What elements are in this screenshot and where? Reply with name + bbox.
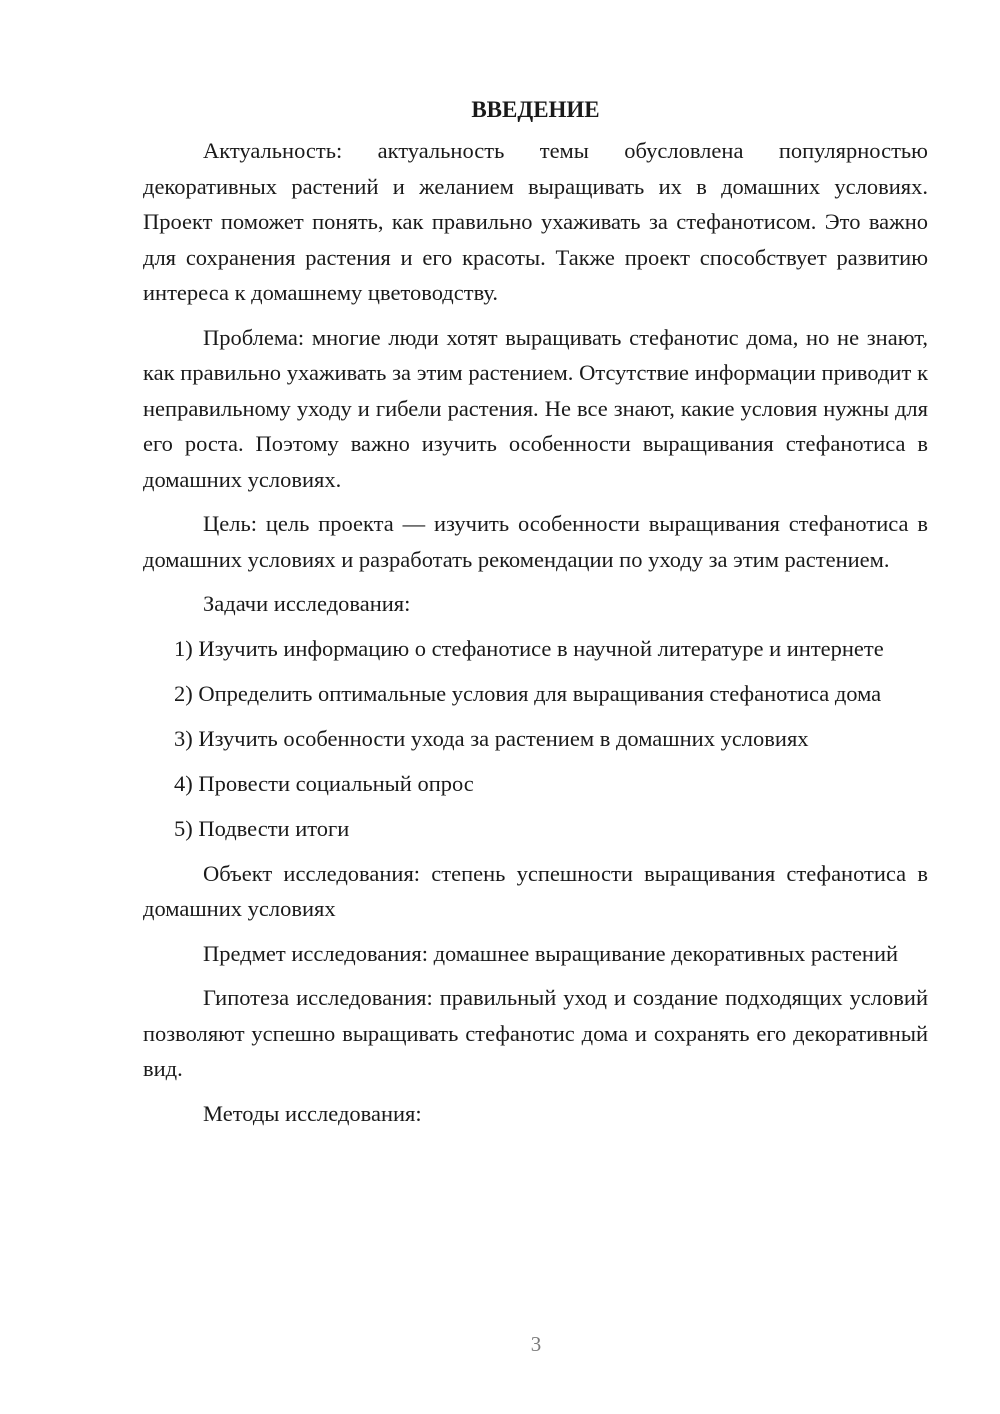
methods-title: Методы исследования: xyxy=(203,1100,422,1126)
paragraph-hypothesis: Гипотеза исследования: правильный уход и создание подходящих условий позволяют успешно выращивать стефанотис дома и сохранять его декоративный вид. xyxy=(143,985,928,1081)
tasks-title: Задачи исследования: xyxy=(203,591,411,616)
section-heading: ВВЕДЕНИЕ xyxy=(471,97,600,122)
list-item: 1) Изучить информацию о стефанотисе в научной литературе и интернете xyxy=(174,635,884,661)
list-item: 2) Определить оптимальные условия для выращивания стефанотиса дома xyxy=(174,680,882,706)
list-item: 3) Изучить особенности ухода за растением в домашних условиях xyxy=(174,725,809,751)
paragraph-subject: Предмет исследования: домашнее выращивание декоративных растений xyxy=(203,940,899,966)
list-item: 4) Провести социальный опрос xyxy=(174,770,474,796)
paragraph-problem: Проблема: многие люди хотят выращивать стефанотис дома, но не знают, как правильно ухаживать за этим растением. Отсутствие информации приводит к неправильному уходу и гибели растения. Не все знают, какие условия нужны для его роста. Поэтому важно изучить особенности выращивания стефанотиса в домашних условиях. xyxy=(143,324,928,492)
tasks-list xyxy=(143,631,928,847)
paragraph-object: Объект исследования: степень успешности выращивания стефанотиса в домашних условиях xyxy=(143,860,928,921)
paragraph-relevance: Актуальность: актуальность темы обусловлена популярностью декоративных растений и желанием выращивать их в домашних условиях. Проект поможет понять, как правильно ухаживать за стефанотисом. Это важно для сохранения растения и его красоты. Также проект способствует развитию интереса к домашнему цветоводству. xyxy=(143,138,928,305)
document-page xyxy=(143,92,928,1140)
list-item: 5) Подвести итоги xyxy=(174,815,350,841)
paragraph-goal: Цель: цель проекта — изучить особенности выращивания стефанотиса в домашних условиях и разработать рекомендации по уходу за этим растением. xyxy=(143,511,928,572)
page-number: 3 xyxy=(530,1332,542,1356)
